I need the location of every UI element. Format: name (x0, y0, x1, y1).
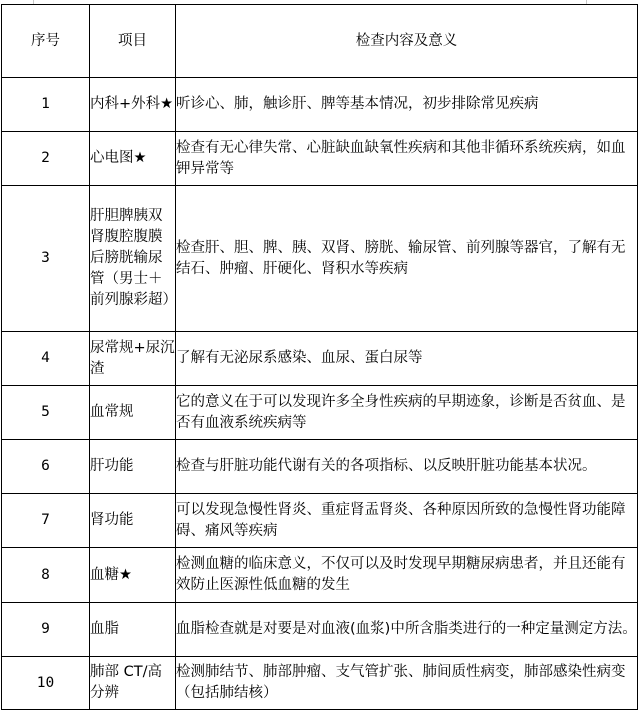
table-row (2, 386, 638, 440)
row-description: 检查与肝脏功能代谢有关的各项指标、以反映肝脏功能基本状况。 (176, 440, 638, 494)
row-item: 肝功能 (90, 440, 176, 494)
row-number: 8 (2, 548, 90, 603)
row-number: 4 (2, 332, 90, 386)
row-description: 可以发现急慢性肾炎、重症肾盂肾炎、各种原因所致的急慢性肾功能障碍、痛风等疾病 (176, 494, 638, 548)
row-description: 了解有无泌尿系感染、血尿、蛋白尿等 (176, 332, 638, 386)
header-number: 序号 (2, 5, 90, 78)
health-exam-table (1, 4, 638, 710)
row-item: 内科+外科★ (90, 78, 176, 132)
table-row (2, 603, 638, 657)
table-header-row (2, 5, 638, 78)
row-description: 检测血糖的临床意义，不仅可以及时发现早期糖尿病患者，并且还能有效防止医源性低血糖的发生 (176, 548, 638, 603)
table-body (2, 78, 638, 710)
table-row (2, 332, 638, 386)
row-description: 检测肺结节、肺部肿瘤、支气管扩张、肺间质性病变，肺部感染性病变（包括肺结核） (176, 657, 638, 710)
row-number: 6 (2, 440, 90, 494)
table-row (2, 78, 638, 132)
row-description: 检查有无心律失常、心脏缺血缺氧性疾病和其他非循环系统疾病，如血钾异常等 (176, 132, 638, 186)
table-row (2, 186, 638, 332)
table-row (2, 548, 638, 603)
row-number: 2 (2, 132, 90, 186)
table-row (2, 132, 638, 186)
table-row (2, 657, 638, 710)
table-row (2, 440, 638, 494)
row-description: 它的意义在于可以发现许多全身性疾病的早期迹象，诊断是否贫血、是否有血液系统疾病等 (176, 386, 638, 440)
row-number: 10 (2, 657, 90, 710)
row-number: 9 (2, 603, 90, 657)
row-item: 血常规 (90, 386, 176, 440)
row-item: 尿常规+尿沉渣 (90, 332, 176, 386)
row-item: 肾功能 (90, 494, 176, 548)
row-item: 心电图★ (90, 132, 176, 186)
row-number: 3 (2, 186, 90, 332)
row-description: 血脂检查就是对要是对血液(血浆)中所含脂类进行的一种定量测定方法。 (176, 603, 638, 657)
row-item: 肝胆脾胰双肾腹腔腹膜后膀胱输尿管（男士＋前列腺彩超） (90, 186, 176, 332)
row-item: 血脂 (90, 603, 176, 657)
header-description: 检查内容及意义 (176, 5, 638, 78)
row-description: 听诊心、肺，触诊肝、脾等基本情况，初步排除常见疾病 (176, 78, 638, 132)
row-item: 血糖★ (90, 548, 176, 603)
header-item: 项目 (90, 5, 176, 78)
row-number: 7 (2, 494, 90, 548)
row-number: 1 (2, 78, 90, 132)
table-row (2, 494, 638, 548)
row-number: 5 (2, 386, 90, 440)
row-item: 肺部 CT/高分辨 (90, 657, 176, 710)
row-description: 检查肝、胆、脾、胰、双肾、膀胱、输尿管、前列腺等器官，了解有无结石、肿瘤、肝硬化、肾积水等疾病 (176, 186, 638, 332)
